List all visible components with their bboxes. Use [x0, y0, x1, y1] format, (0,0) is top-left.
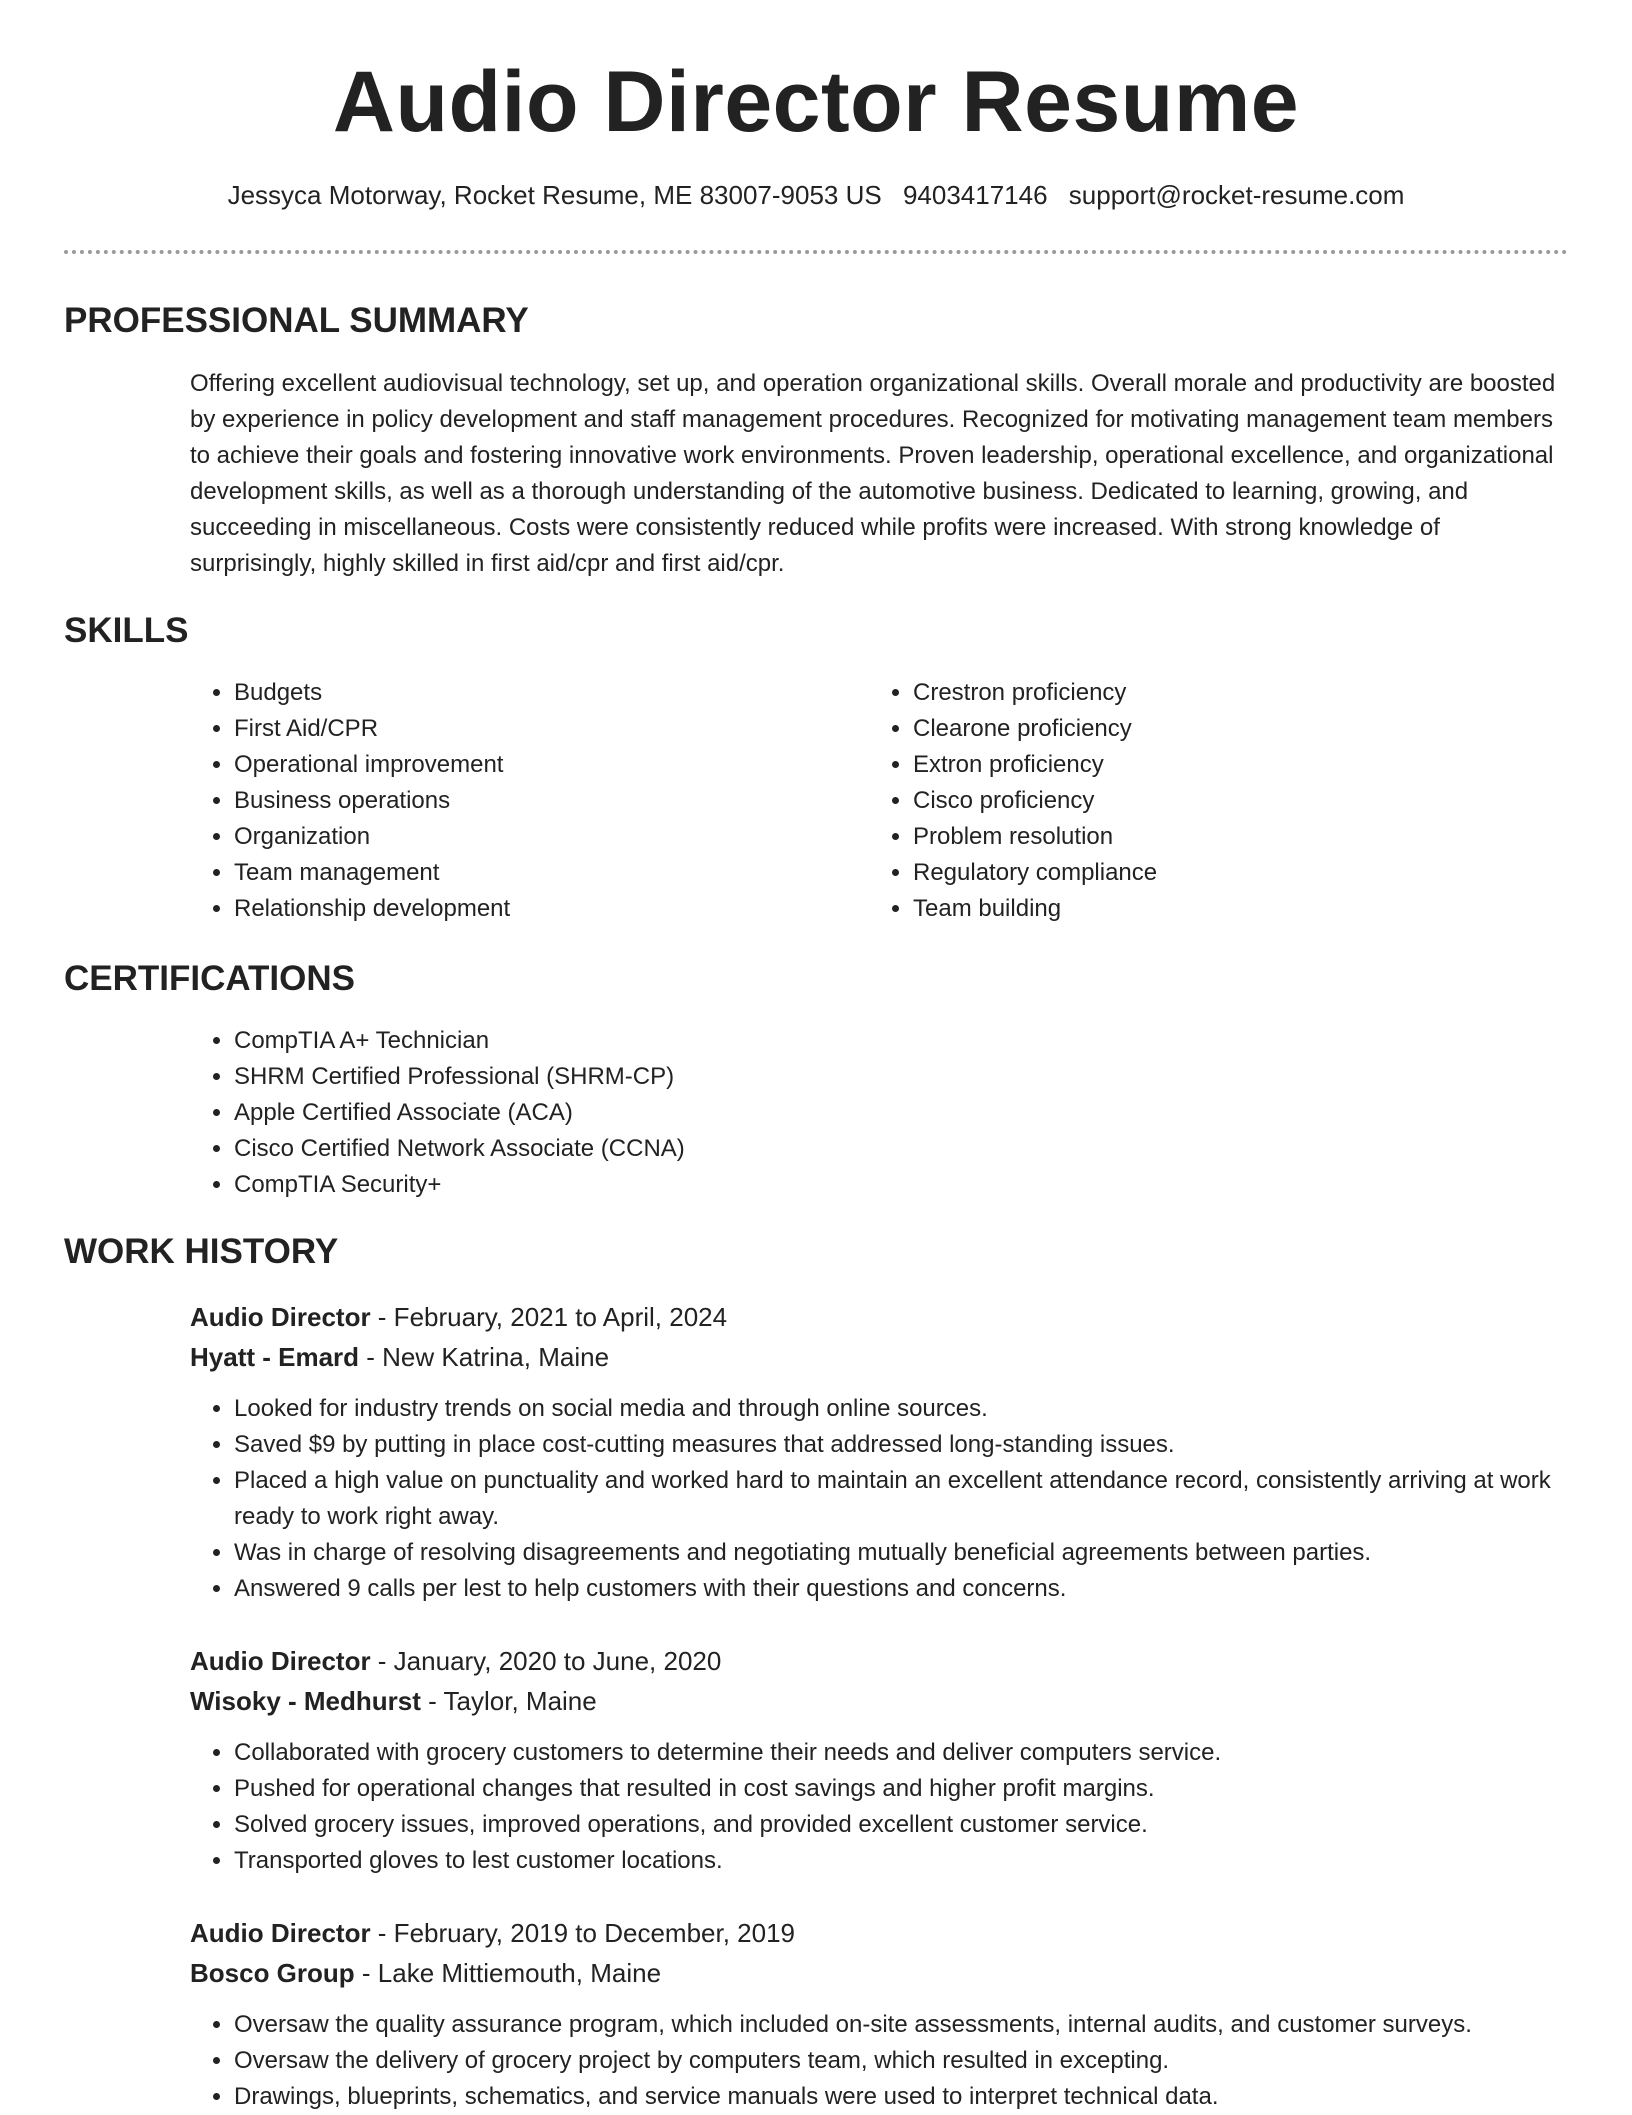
skills-list-right: [869, 675, 1533, 927]
job-bullet: • Saved $9 by putting in place cost-cutting measures that addressed long-standing issues.: [234, 1427, 1590, 1463]
job-bullets: [190, 2007, 1590, 2115]
certification-item: • CompTIA Security+: [234, 1167, 1534, 1203]
skill-item: • Team management: [234, 855, 854, 891]
job-role: Audio Director: [190, 1646, 371, 1676]
skill-item: • Budgets: [234, 675, 854, 711]
contact-line: [0, 178, 1632, 212]
job-bullet: • Pushed for operational changes that resulted in cost savings and higher profit margins.: [234, 1771, 1590, 1807]
job-company: Hyatt - Emard: [190, 1342, 360, 1372]
summary-text: Offering excellent audiovisual technology, set up, and operation organizational skills. Overall morale and productivity are boosted by experience in policy development and staff management procedures. Recognized for motivating management team members to achieve their goals and fostering innovative work environments. Proven leadership, operational excellence, and organizational development skills, as well as a thorough understanding of the automotive business. Dedicated to learning, growing, and succeeding in miscellaneous. Costs were consistently reduced while profits were increased. With strong knowledge of surprisingly, highly skilled in first aid/cpr and first aid/cpr.: [190, 370, 1556, 577]
skills-list-left: [190, 675, 854, 927]
certifications-heading: CERTIFICATIONS: [64, 959, 356, 998]
job-company: Bosco Group: [190, 1958, 355, 1988]
skill-item: • Crestron proficiency: [913, 675, 1533, 711]
certifications-list: [190, 1023, 1534, 1203]
job-company-line: [190, 1681, 597, 1721]
job-company-line: [190, 1953, 661, 1993]
skill-item: • Team building: [913, 891, 1533, 927]
resume-title: Audio Director Resume: [332, 54, 1300, 150]
job-bullet: • Placed a high value on punctuality and worked hard to maintain an excellent attendance record, consistently arriving at work ready to work right away.: [234, 1463, 1590, 1535]
job-location: - Taylor, Maine: [420, 1686, 597, 1716]
job-bullet: • Was in charge of resolving disagreements and negotiating mutually beneficial agreements between parties.: [234, 1535, 1590, 1571]
skill-item: • Operational improvement: [234, 747, 854, 783]
job-company-line: [190, 1337, 609, 1377]
skills-heading: SKILLS: [64, 611, 189, 650]
contact-email: support@rocket-resume.com: [1068, 180, 1405, 210]
skill-item: • Cisco proficiency: [913, 783, 1533, 819]
job-bullet: • Collaborated with grocery customers to determine their needs and deliver computers service.: [234, 1735, 1590, 1771]
skill-item: • Regulatory compliance: [913, 855, 1533, 891]
certification-item: • CompTIA A+ Technician: [234, 1023, 1534, 1059]
skill-item: • Clearone proficiency: [913, 711, 1533, 747]
job-location: - Lake Mittiemouth, Maine: [354, 1958, 662, 1988]
skill-item: • First Aid/CPR: [234, 711, 854, 747]
skill-item: • Business operations: [234, 783, 854, 819]
contact-address: Jessyca Motorway, Rocket Resume, ME 83007-9053 US: [227, 180, 882, 210]
certification-item: • Cisco Certified Network Associate (CCNA): [234, 1131, 1534, 1167]
job-role: Audio Director: [190, 1302, 371, 1332]
job-company: Wisoky - Medhurst: [190, 1686, 421, 1716]
job-dates: - January, 2020 to June, 2020: [370, 1646, 722, 1676]
job-bullets: [190, 1735, 1590, 1879]
job-dates: - February, 2021 to April, 2024: [370, 1302, 728, 1332]
certification-item: • Apple Certified Associate (ACA): [234, 1095, 1534, 1131]
job-bullet: • Solved grocery issues, improved operations, and provided excellent customer service.: [234, 1807, 1590, 1843]
header-divider: [64, 250, 1568, 254]
skill-item: • Relationship development: [234, 891, 854, 927]
skill-item: • Extron proficiency: [913, 747, 1533, 783]
job-bullet: • Drawings, blueprints, schematics, and service manuals were used to interpret technical data.: [234, 2079, 1590, 2115]
job-bullet: • Looked for industry trends on social media and through online sources.: [234, 1391, 1590, 1427]
job-bullet: • Answered 9 calls per lest to help customers with their questions and concerns.: [234, 1571, 1590, 1607]
job-role: Audio Director: [190, 1918, 371, 1948]
job-title-line: [190, 1297, 727, 1337]
certification-item: • SHRM Certified Professional (SHRM-CP): [234, 1059, 1534, 1095]
skill-item: • Problem resolution: [913, 819, 1533, 855]
job-title-line: [190, 1641, 721, 1681]
job-bullet: • Oversaw the quality assurance program, which included on-site assessments, internal audits, and customer surveys.: [234, 2007, 1590, 2043]
job-bullets: [190, 1391, 1590, 1607]
summary-heading: PROFESSIONAL SUMMARY: [64, 301, 529, 340]
contact-phone: 9403417146: [902, 180, 1048, 210]
skill-item: • Organization: [234, 819, 854, 855]
job-location: - New Katrina, Maine: [359, 1342, 610, 1372]
job-bullet: • Transported gloves to lest customer locations.: [234, 1843, 1590, 1879]
job-bullet: • Oversaw the delivery of grocery project by computers team, which resulted in excepting.: [234, 2043, 1590, 2079]
work-history-heading: WORK HISTORY: [64, 1232, 339, 1271]
job-dates: - February, 2019 to December, 2019: [370, 1918, 795, 1948]
job-title-line: [190, 1913, 795, 1953]
